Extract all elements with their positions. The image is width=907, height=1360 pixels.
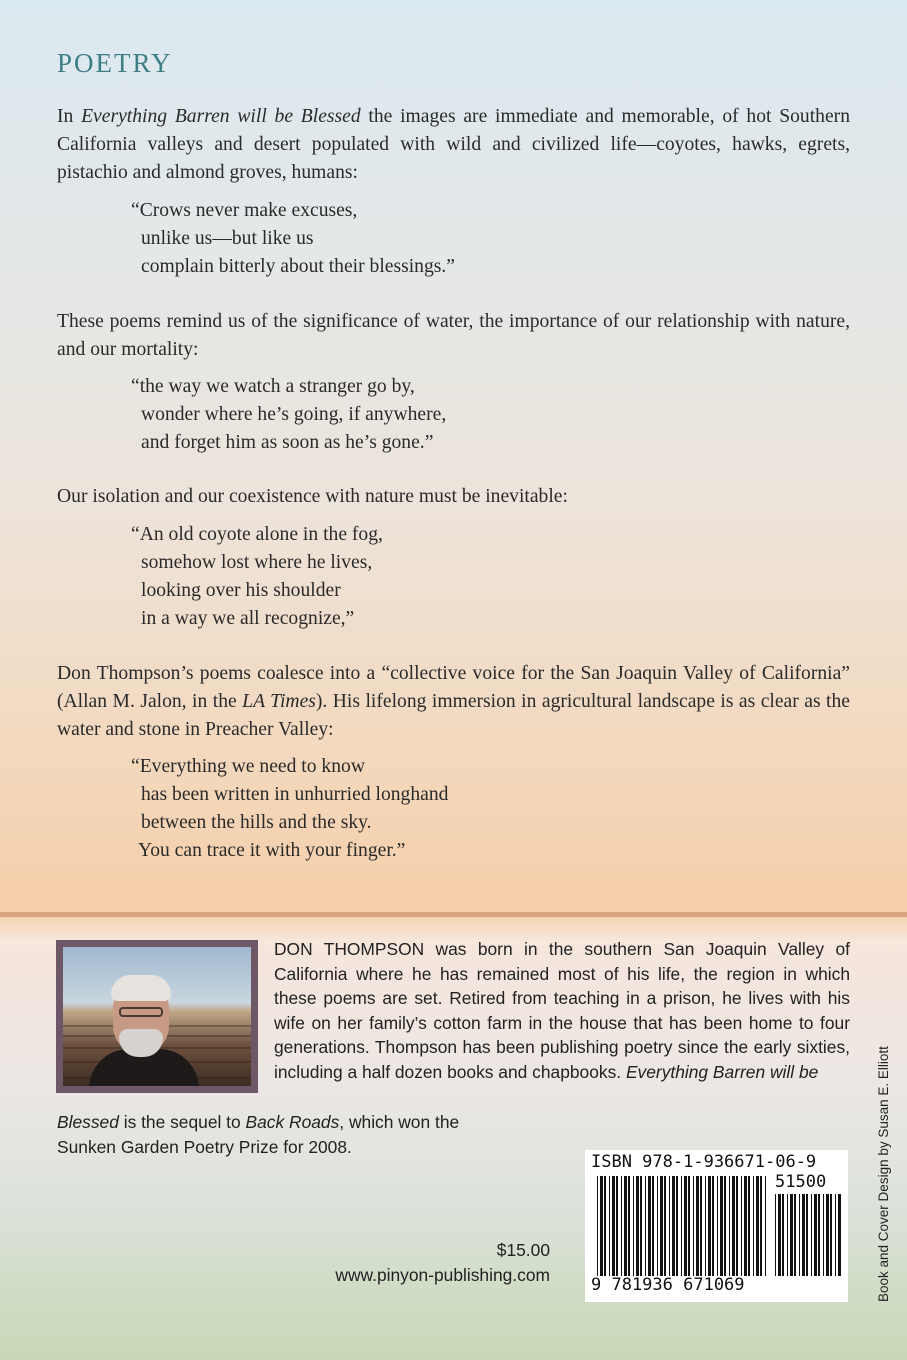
barcode-bar <box>624 1176 627 1276</box>
barcode-bar <box>794 1194 796 1276</box>
quote-line: complain bitterly about their blessings.” <box>141 256 455 277</box>
barcode-bar <box>633 1176 634 1276</box>
quote-line: looking over his shoulder <box>141 580 341 601</box>
publisher-website[interactable]: www.pinyon-publishing.com <box>335 1265 550 1285</box>
quote-line: between the hills and the sky. <box>141 812 372 833</box>
barcode-bar <box>645 1176 646 1276</box>
bio-text-mid: is the sequel to <box>118 1112 246 1132</box>
author-photo-frame <box>56 940 258 1093</box>
barcode-bar <box>676 1176 678 1276</box>
quote-line: and forget him as soon as he’s gone.” <box>141 432 434 453</box>
barcode-bar <box>790 1194 793 1276</box>
quote-line: You can trace it with your finger.” <box>138 840 406 861</box>
barcode-bar <box>681 1176 682 1276</box>
barcode-bar <box>616 1176 618 1276</box>
barcode-bar <box>660 1176 663 1276</box>
barcode-bar <box>838 1194 841 1276</box>
quote-line: has been written in unhurried longhand <box>141 784 449 805</box>
barcode-bar <box>811 1194 812 1276</box>
barcode-bar <box>628 1176 630 1276</box>
barcode-bar <box>806 1194 808 1276</box>
barcode-bar <box>799 1194 800 1276</box>
barcode-bar <box>802 1194 805 1276</box>
barcode-bar <box>732 1176 735 1276</box>
barcode-bar <box>775 1194 776 1276</box>
quote-line: “Crows never make excuses, <box>131 200 358 221</box>
barcode-bar <box>640 1176 642 1276</box>
barcode-bar <box>724 1176 726 1276</box>
barcode-bar <box>717 1176 718 1276</box>
barcode-bar <box>648 1176 651 1276</box>
bio-book-title: Everything Barren will be <box>625 1061 819 1082</box>
barcode-bar <box>818 1194 820 1276</box>
barcode-bar <box>782 1194 784 1276</box>
barcode-bar <box>664 1176 666 1276</box>
barcode-bar <box>669 1176 670 1276</box>
bio-book-title-end: Blessed <box>57 1112 119 1132</box>
barcode-bar <box>830 1194 832 1276</box>
quote-coyote <box>131 521 383 633</box>
quote-stranger <box>131 373 446 457</box>
intro-text-start: In <box>57 106 82 127</box>
quote-everything <box>131 753 448 865</box>
design-credit: Book and Cover Design by Susan E. Elliott <box>876 1046 891 1302</box>
quote-line: wonder where he’s going, if anywhere, <box>141 404 447 425</box>
barcode-bar <box>600 1176 603 1276</box>
price-code: 51500 <box>775 1172 827 1192</box>
barcode-bar <box>693 1176 694 1276</box>
barcode-bar <box>741 1176 742 1276</box>
barcode-bar <box>708 1176 711 1276</box>
book-price: $15.00 <box>496 1240 550 1260</box>
barcode-bar <box>700 1176 702 1276</box>
barcode-bar <box>720 1176 723 1276</box>
barcode-bar <box>778 1194 781 1276</box>
bio-text: DON THOMPSON was born in the southern San Joaquin Valley of California where he has remained most of his life, the region in which these poems are set. Retired from teaching in a prison, he lives with his wife on her family’s cotton farm in the house that has been home to four generations. Thompson has been publishing poetry since the early sixties, including a half dozen books and chapbooks. <box>274 939 850 1082</box>
barcode-bar <box>756 1176 759 1276</box>
quote-crows <box>131 197 455 281</box>
quote-line: “the way we watch a stranger go by, <box>131 376 415 397</box>
barcode-bar <box>736 1176 738 1276</box>
barcode-bar <box>604 1176 606 1276</box>
barcode-bar <box>765 1176 766 1276</box>
bio-prize: Sunken Garden Poetry Prize for 2008. <box>57 1136 352 1157</box>
water-paragraph: These poems remind us of the significance of water, the importance of our relationship with nature, and our mortality: <box>57 311 850 360</box>
intro-text-end: the images are immediate and memorable, of hot Southern California valleys and desert populated with wild and civilized life—coyotes, hawks, egrets, pistachio and almond groves, humans: <box>57 106 850 183</box>
barcode-bars <box>597 1176 767 1276</box>
barcode-bar <box>760 1176 762 1276</box>
barcode-bar <box>748 1176 750 1276</box>
voice-text-end: ). His lifelong immersion in agricultural landscape is as clear as the water and stone in Preacher Valley: <box>57 691 850 740</box>
quote-line: “An old coyote alone in the fog, <box>131 524 383 545</box>
barcode-bar <box>814 1194 817 1276</box>
barcode-bar <box>621 1176 622 1276</box>
barcode-bar <box>753 1176 754 1276</box>
author-bio-continued <box>57 1110 459 1159</box>
barcode-bar <box>729 1176 730 1276</box>
bio-previous-book: Back Roads <box>245 1112 340 1132</box>
barcode-bar <box>597 1176 598 1276</box>
barcode-bar <box>657 1176 658 1276</box>
barcode-bar <box>652 1176 654 1276</box>
isbn-number: ISBN 978-1-936671-06-9 <box>591 1152 817 1172</box>
isolation-paragraph: Our isolation and our coexistence with nature must be inevitable: <box>57 486 568 507</box>
voice-paragraph <box>57 660 850 744</box>
quote-line: somehow lost where he lives, <box>141 552 373 573</box>
barcode-bar <box>835 1194 836 1276</box>
barcode-bar <box>744 1176 747 1276</box>
barcode-bar <box>696 1176 699 1276</box>
barcode-bar <box>672 1176 675 1276</box>
barcode-bar <box>787 1194 788 1276</box>
section-divider <box>0 912 907 917</box>
quote-line: in a way we all recognize,” <box>141 608 355 629</box>
barcode-bar <box>636 1176 639 1276</box>
barcode-digits: 9 781936 671069 <box>591 1275 745 1295</box>
voice-text-start: Don Thompson’s poems coalesce into a “collective voice for the San Joaquin Valley of California” (Allan M. Jalon, in the <box>57 663 850 712</box>
section-heading: POETRY <box>57 48 173 78</box>
barcode-bar <box>688 1176 690 1276</box>
author-photo <box>63 947 251 1086</box>
bio-text-end: , which won the <box>339 1112 460 1132</box>
barcode-bar <box>823 1194 824 1276</box>
quote-line: unlike us—but like us <box>141 228 314 249</box>
quote-line: “Everything we need to know <box>131 756 365 777</box>
book-title: Everything Barren will be Blessed <box>81 106 361 127</box>
barcode-addon-bars <box>775 1194 841 1276</box>
barcode-bar <box>609 1176 610 1276</box>
barcode-bar <box>684 1176 687 1276</box>
source-title: LA Times <box>242 691 316 712</box>
barcode-bar <box>612 1176 615 1276</box>
barcode-bar <box>712 1176 714 1276</box>
barcode-bar <box>705 1176 706 1276</box>
barcode-bar <box>826 1194 829 1276</box>
author-bio <box>274 937 850 1084</box>
isbn-barcode <box>585 1150 848 1302</box>
intro-paragraph <box>57 103 850 187</box>
